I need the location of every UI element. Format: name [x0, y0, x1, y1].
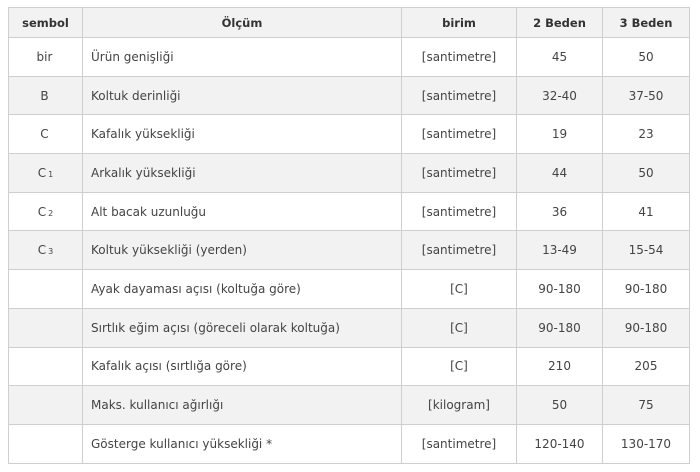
symbol-cell: [9, 386, 83, 425]
table-row: [9, 386, 690, 425]
size-3-cell: 50: [603, 154, 690, 193]
size-3-cell: 90-180: [603, 308, 690, 347]
symbol-cell: [9, 38, 83, 77]
symbol-text: C: [37, 204, 47, 219]
header-row: [9, 8, 690, 38]
table-row: [9, 231, 690, 270]
header-size-3: 3 Beden: [603, 8, 690, 38]
symbol-cell: [9, 76, 83, 115]
symbol-cell: [9, 115, 83, 154]
unit-cell: [kilogram]: [402, 386, 517, 425]
size-specification-table: [8, 7, 690, 464]
symbol-cell: [9, 231, 83, 270]
size-2-cell: 32-40: [517, 76, 603, 115]
size-2-cell: 36: [517, 192, 603, 231]
symbol-subscript: 3: [48, 247, 54, 257]
measure-cell: Gösterge kullanıcı yüksekliği *: [83, 424, 402, 463]
unit-cell: [santimetre]: [402, 424, 517, 463]
unit-cell: [santimetre]: [402, 154, 517, 193]
size-3-cell: 23: [603, 115, 690, 154]
unit-cell: [santimetre]: [402, 192, 517, 231]
symbol-subscript: 2: [48, 208, 54, 218]
measure-cell: Koltuk derinliği: [83, 76, 402, 115]
symbol-subscript: 1: [48, 169, 54, 179]
header-symbol: sembol: [9, 8, 83, 38]
size-2-cell: 90-180: [517, 270, 603, 309]
size-3-cell: 75: [603, 386, 690, 425]
unit-cell: [C]: [402, 308, 517, 347]
table-row: [9, 308, 690, 347]
size-3-cell: 50: [603, 38, 690, 77]
measure-cell: Kafalık açısı (sırtlığa göre): [83, 347, 402, 386]
symbol-text: C: [40, 127, 49, 142]
table-row: [9, 38, 690, 77]
unit-cell: [C]: [402, 347, 517, 386]
symbol-text: C: [37, 165, 47, 180]
symbol-cell: [9, 308, 83, 347]
symbol-cell: [9, 154, 83, 193]
symbol-text: B: [40, 88, 49, 103]
unit-cell: [C]: [402, 270, 517, 309]
measure-cell: Ürün genişliği: [83, 38, 402, 77]
table-row: [9, 115, 690, 154]
measure-cell: Sırtlık eğim açısı (göreceli olarak koltuğa): [83, 308, 402, 347]
size-2-cell: 44: [517, 154, 603, 193]
table-row: [9, 424, 690, 463]
size-2-cell: 50: [517, 386, 603, 425]
unit-cell: [santimetre]: [402, 76, 517, 115]
size-3-cell: 41: [603, 192, 690, 231]
symbol-text: C: [37, 243, 47, 258]
symbol-cell: [9, 424, 83, 463]
header-size-2: 2 Beden: [517, 8, 603, 38]
symbol-cell: [9, 347, 83, 386]
symbol-cell: [9, 270, 83, 309]
measure-cell: Alt bacak uzunluğu: [83, 192, 402, 231]
size-2-cell: 120-140: [517, 424, 603, 463]
unit-cell: [santimetre]: [402, 231, 517, 270]
table-row: [9, 76, 690, 115]
header-unit: birim: [402, 8, 517, 38]
symbol-text: bir: [36, 49, 53, 64]
size-3-cell: 205: [603, 347, 690, 386]
table-header: [9, 8, 690, 38]
size-2-cell: 90-180: [517, 308, 603, 347]
size-3-cell: 15-54: [603, 231, 690, 270]
measure-cell: Ayak dayaması açısı (koltuğa göre): [83, 270, 402, 309]
size-3-cell: 130-170: [603, 424, 690, 463]
measure-cell: Koltuk yüksekliği (yerden): [83, 231, 402, 270]
table-row: [9, 347, 690, 386]
measure-cell: Arkalık yüksekliği: [83, 154, 402, 193]
unit-cell: [santimetre]: [402, 38, 517, 77]
unit-cell: [santimetre]: [402, 115, 517, 154]
symbol-cell: [9, 192, 83, 231]
size-3-cell: 37-50: [603, 76, 690, 115]
table-body: [9, 38, 690, 464]
table-row: [9, 192, 690, 231]
header-measure: Ölçüm: [83, 8, 402, 38]
size-2-cell: 210: [517, 347, 603, 386]
table-row: [9, 270, 690, 309]
measure-cell: Kafalık yüksekliği: [83, 115, 402, 154]
measure-cell: Maks. kullanıcı ağırlığı: [83, 386, 402, 425]
size-3-cell: 90-180: [603, 270, 690, 309]
size-2-cell: 19: [517, 115, 603, 154]
table-row: [9, 154, 690, 193]
size-2-cell: 45: [517, 38, 603, 77]
size-2-cell: 13-49: [517, 231, 603, 270]
